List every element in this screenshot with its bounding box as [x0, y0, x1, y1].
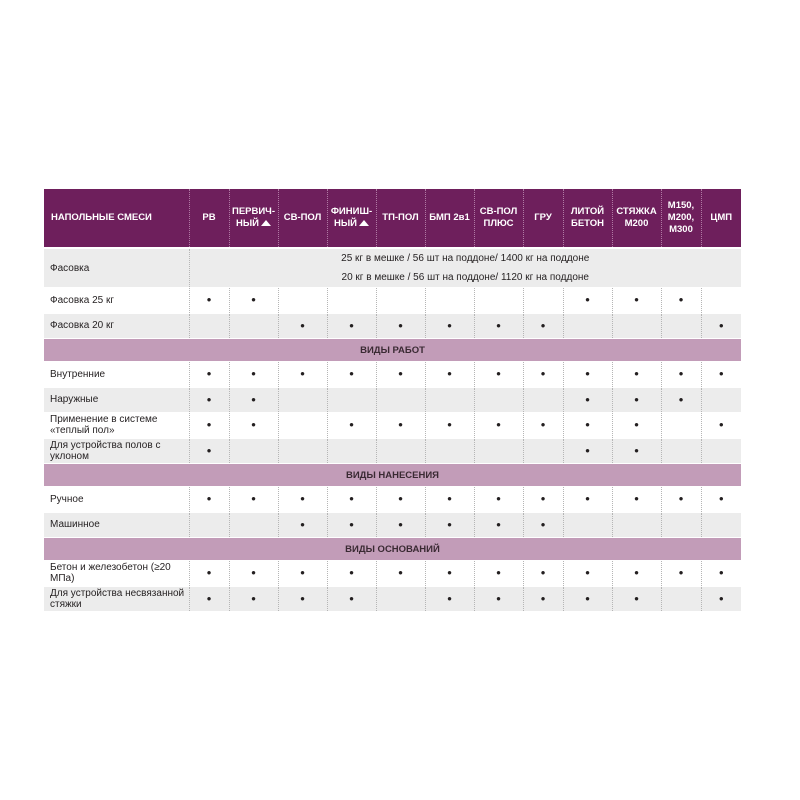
empty-cell: [425, 288, 474, 314]
row-label: Ручное: [44, 487, 189, 513]
bullet-mark: •: [563, 586, 612, 612]
bullet-mark: •: [701, 413, 741, 439]
empty-cell: [523, 438, 563, 464]
bullet-mark: •: [327, 313, 376, 339]
empty-cell: [474, 438, 523, 464]
bullet-mark: •: [661, 362, 701, 388]
empty-cell: [189, 313, 229, 339]
column-header-line1: М150,: [667, 200, 695, 211]
bullet-mark: •: [523, 487, 563, 513]
mountain-icon: [359, 220, 369, 226]
column-header-line2: ПЛЮС: [483, 218, 514, 229]
bullet-mark: •: [701, 313, 741, 339]
bullet-mark: •: [563, 438, 612, 464]
column-header-line3: М300: [669, 224, 693, 235]
bullet-mark: •: [229, 561, 278, 587]
bullet-mark: •: [701, 362, 741, 388]
row-label: Для устройства полов с уклоном: [44, 438, 189, 464]
column-header-line1: ГРУ: [534, 212, 552, 223]
bullet-mark: •: [278, 586, 327, 612]
bullet-mark: •: [189, 586, 229, 612]
bullet-mark: •: [563, 487, 612, 513]
empty-cell: [661, 512, 701, 538]
table-row: [44, 313, 741, 339]
empty-cell: [563, 313, 612, 339]
empty-cell: [612, 512, 661, 538]
empty-cell: [563, 512, 612, 538]
bullet-mark: •: [612, 387, 661, 413]
row-label: Фасовка 20 кг: [44, 313, 189, 339]
bullet-mark: •: [701, 586, 741, 612]
mountain-icon: [261, 220, 271, 226]
bullet-mark: •: [612, 487, 661, 513]
bullet-mark: •: [474, 512, 523, 538]
empty-cell: [425, 387, 474, 413]
column-header-line1: СВ-ПОЛ: [283, 212, 322, 223]
bullet-mark: •: [278, 313, 327, 339]
bullet-mark: •: [229, 387, 278, 413]
bullet-mark: •: [189, 413, 229, 439]
table-row: [44, 387, 741, 413]
row-label: Внутренние: [44, 362, 189, 388]
bullet-mark: •: [523, 586, 563, 612]
bullet-mark: •: [425, 512, 474, 538]
bullet-mark: •: [474, 313, 523, 339]
column-header: [425, 189, 474, 248]
bullet-mark: •: [425, 561, 474, 587]
bullet-mark: •: [425, 362, 474, 388]
section-title: ВИДЫ РАБОТ: [44, 339, 741, 362]
table-row: [44, 362, 741, 388]
table-row: [44, 561, 741, 587]
column-header-line1: БМП 2в1: [429, 212, 470, 223]
row-label: Машинное: [44, 512, 189, 538]
bullet-mark: •: [425, 413, 474, 439]
bullet-mark: •: [661, 387, 701, 413]
column-header-line1: ПЕРВИЧ-: [231, 206, 276, 217]
bullet-mark: •: [376, 413, 425, 439]
column-header-line1: ТП-ПОЛ: [382, 212, 419, 223]
bullet-mark: •: [612, 413, 661, 439]
bullet-mark: •: [701, 487, 741, 513]
empty-cell: [376, 387, 425, 413]
bullet-mark: •: [189, 362, 229, 388]
bullet-mark: •: [474, 561, 523, 587]
bullet-mark: •: [563, 288, 612, 314]
bullet-mark: •: [229, 288, 278, 314]
column-header-line2: НЫЙ: [236, 218, 259, 229]
empty-cell: [189, 512, 229, 538]
empty-cell: [327, 438, 376, 464]
bullet-mark: •: [523, 413, 563, 439]
bullet-mark: •: [278, 561, 327, 587]
bullet-mark: •: [523, 561, 563, 587]
bullet-mark: •: [612, 438, 661, 464]
column-header: [474, 189, 523, 248]
bullet-mark: •: [425, 586, 474, 612]
bullet-mark: •: [189, 387, 229, 413]
table-row: [44, 512, 741, 538]
row-label: Бетон и железобетон (≥20 МПа): [44, 561, 189, 587]
empty-cell: [425, 438, 474, 464]
column-header-line2: М200: [624, 218, 649, 229]
bullet-mark: •: [189, 487, 229, 513]
bullet-mark: •: [327, 586, 376, 612]
empty-cell: [701, 288, 741, 314]
empty-cell: [701, 512, 741, 538]
column-header: [229, 189, 278, 248]
packaging-line-25: 25 кг в мешке / 56 шт на поддоне/ 1400 кг на поддоне: [341, 253, 590, 264]
bullet-mark: •: [327, 362, 376, 388]
bullet-mark: •: [189, 438, 229, 464]
bullet-mark: •: [612, 561, 661, 587]
empty-cell: [327, 387, 376, 413]
empty-cell: [327, 288, 376, 314]
column-header: [376, 189, 425, 248]
bullet-mark: •: [523, 512, 563, 538]
empty-cell: [376, 288, 425, 314]
bullet-mark: •: [189, 288, 229, 314]
bullet-mark: •: [278, 362, 327, 388]
table-row: [44, 487, 741, 513]
packaging-label: Фасовка: [44, 248, 189, 288]
bullet-mark: •: [563, 413, 612, 439]
bullet-mark: •: [376, 487, 425, 513]
bullet-mark: •: [327, 561, 376, 587]
column-header-line2-wrap: [328, 218, 376, 230]
table-row: [44, 586, 741, 612]
section-row: [44, 339, 741, 362]
bullet-mark: •: [376, 512, 425, 538]
empty-cell: [661, 413, 701, 439]
table-row: [44, 438, 741, 464]
empty-cell: [229, 438, 278, 464]
empty-cell: [278, 288, 327, 314]
column-header-line1: РВ: [202, 212, 216, 223]
bullet-mark: •: [563, 362, 612, 388]
column-header: [701, 189, 741, 248]
column-header-line2: М200,: [667, 212, 695, 223]
column-header: [612, 189, 661, 248]
empty-cell: [612, 313, 661, 339]
row-label: Для устройства несвязанной стяжки: [44, 586, 189, 612]
column-header: [661, 189, 701, 248]
empty-cell: [523, 387, 563, 413]
column-header-line1: СВ-ПОЛ: [479, 206, 518, 217]
section-row: [44, 538, 741, 561]
column-header-line1: ФИНИШ-: [330, 206, 373, 217]
bullet-mark: •: [474, 413, 523, 439]
bullet-mark: •: [612, 362, 661, 388]
bullet-mark: •: [661, 487, 701, 513]
table-row: [44, 413, 741, 439]
column-header: [327, 189, 376, 248]
column-header: [523, 189, 563, 248]
row-label: Фасовка 25 кг: [44, 288, 189, 314]
packaging-line-20: 20 кг в мешке / 56 шт на поддоне/ 1120 кг на поддоне: [341, 272, 589, 283]
header-corner: НАПОЛЬНЫЕ СМЕСИ: [44, 189, 189, 248]
column-header-line2-wrap: [230, 218, 278, 230]
bullet-mark: •: [327, 512, 376, 538]
empty-cell: [701, 387, 741, 413]
bullet-mark: •: [278, 487, 327, 513]
column-header: [563, 189, 612, 248]
empty-cell: [661, 438, 701, 464]
floor-mixes-table: [44, 189, 741, 612]
bullet-mark: •: [474, 487, 523, 513]
empty-cell: [376, 586, 425, 612]
row-label: Наружные: [44, 387, 189, 413]
empty-cell: [523, 288, 563, 314]
empty-cell: [229, 512, 278, 538]
bullet-mark: •: [376, 561, 425, 587]
bullet-mark: •: [425, 313, 474, 339]
header-row: [44, 189, 741, 248]
bullet-mark: •: [229, 362, 278, 388]
column-header-line2: БЕТОН: [571, 218, 604, 229]
column-header-line1: СТЯЖКА: [616, 206, 657, 217]
empty-cell: [474, 288, 523, 314]
bullet-mark: •: [523, 362, 563, 388]
column-header: [189, 189, 229, 248]
empty-cell: [278, 387, 327, 413]
empty-cell: [278, 438, 327, 464]
section-row: [44, 464, 741, 487]
empty-cell: [661, 586, 701, 612]
bullet-mark: •: [229, 487, 278, 513]
empty-cell: [474, 387, 523, 413]
column-header: [278, 189, 327, 248]
empty-cell: [661, 313, 701, 339]
bullet-mark: •: [612, 288, 661, 314]
packaging-info: [189, 248, 741, 288]
bullet-mark: •: [523, 313, 563, 339]
bullet-mark: •: [661, 288, 701, 314]
empty-cell: [701, 438, 741, 464]
empty-cell: [376, 438, 425, 464]
bullet-mark: •: [425, 487, 474, 513]
column-header-line1: ЦМП: [710, 212, 733, 223]
bullet-mark: •: [229, 586, 278, 612]
bullet-mark: •: [376, 362, 425, 388]
bullet-mark: •: [563, 387, 612, 413]
bullet-mark: •: [474, 586, 523, 612]
column-header-line1: ЛИТОЙ: [570, 206, 605, 217]
row-label: Применение в системе «теплый пол»: [44, 413, 189, 439]
bullet-mark: •: [701, 561, 741, 587]
bullet-mark: •: [563, 561, 612, 587]
bullet-mark: •: [327, 413, 376, 439]
bullet-mark: •: [612, 586, 661, 612]
bullet-mark: •: [327, 487, 376, 513]
bullet-mark: •: [661, 561, 701, 587]
section-title: ВИДЫ ОСНОВАНИЙ: [44, 538, 741, 561]
bullet-mark: •: [229, 413, 278, 439]
section-title: ВИДЫ НАНЕСЕНИЯ: [44, 464, 741, 487]
empty-cell: [229, 313, 278, 339]
empty-cell: [278, 413, 327, 439]
bullet-mark: •: [376, 313, 425, 339]
bullet-mark: •: [474, 362, 523, 388]
bullet-mark: •: [189, 561, 229, 587]
table-row: [44, 288, 741, 314]
packaging-row: [44, 248, 741, 288]
column-header-line2: НЫЙ: [334, 218, 357, 229]
bullet-mark: •: [278, 512, 327, 538]
